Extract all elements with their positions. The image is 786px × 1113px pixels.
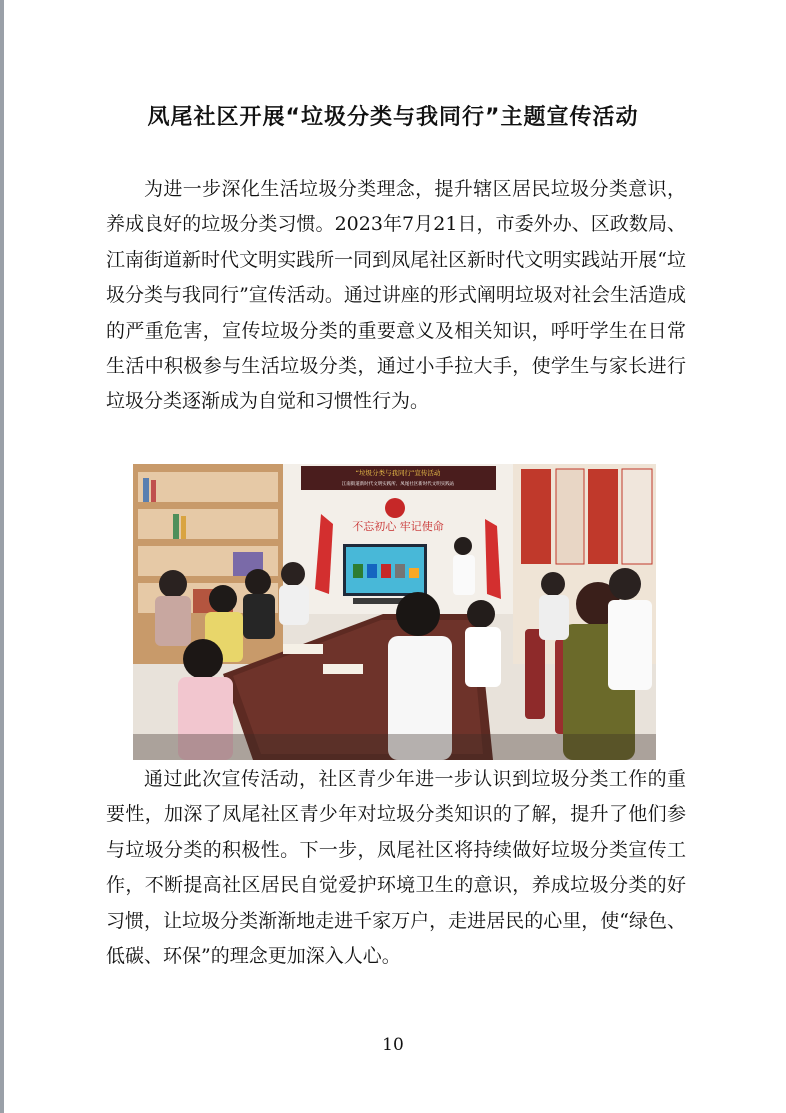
paragraph-conclusion: 通过此次宣传活动，社区青少年进一步认识到垃圾分类工作的重要性，加深了凤尾社区青少年对垃圾分类知识的了解，提升了他们参与垃圾分类的积极性。下一步，凤尾社区将持续做好垃圾分类宣传工作，不断提高社区居民自觉爱护环境卫生的意识，养成垃圾分类的好习惯，让垃圾分类渐渐地走进千家万户，走进居民的心里，使“绿色、低碳、环保”的理念更加深入人心。 (106, 768, 686, 968)
banner-title: “垃圾分类与我同行”宣传活动 (355, 469, 441, 477)
wall-slogan: 不忘初心 牢记使命 (352, 520, 444, 533)
party-emblem (385, 498, 405, 518)
document-title: 凤尾社区开展“垃圾分类与我同行”主题宣传活动 (147, 105, 639, 130)
banner-subtitle: 江南街道新时代文明实践所、凤尾社区新时代文明实践站 (341, 482, 455, 487)
paragraph-intro: 为进一步深化生活垃圾分类理念，提升辖区居民垃圾分类意识，养成良好的垃圾分类习惯。2023年7月21日，市委外办、区政数局、江南街道新时代文明实践所一同到凤尾社区新时代文明实践站开展“垃圾分类与我同行”宣传活动。通过讲座的形式阐明垃圾对社会生活造成的严重危害，宣传垃圾分类的重要意义及相关知识，呼吁学生在日常生活中积极参与生活垃圾分类，通过小手拉大手，使学生与家长进行垃圾分类逐渐成为自觉和习惯性行为。 (106, 178, 686, 413)
page-number: 10 (382, 1035, 404, 1055)
event-photo (133, 464, 656, 760)
page-left-edge (0, 0, 4, 1113)
